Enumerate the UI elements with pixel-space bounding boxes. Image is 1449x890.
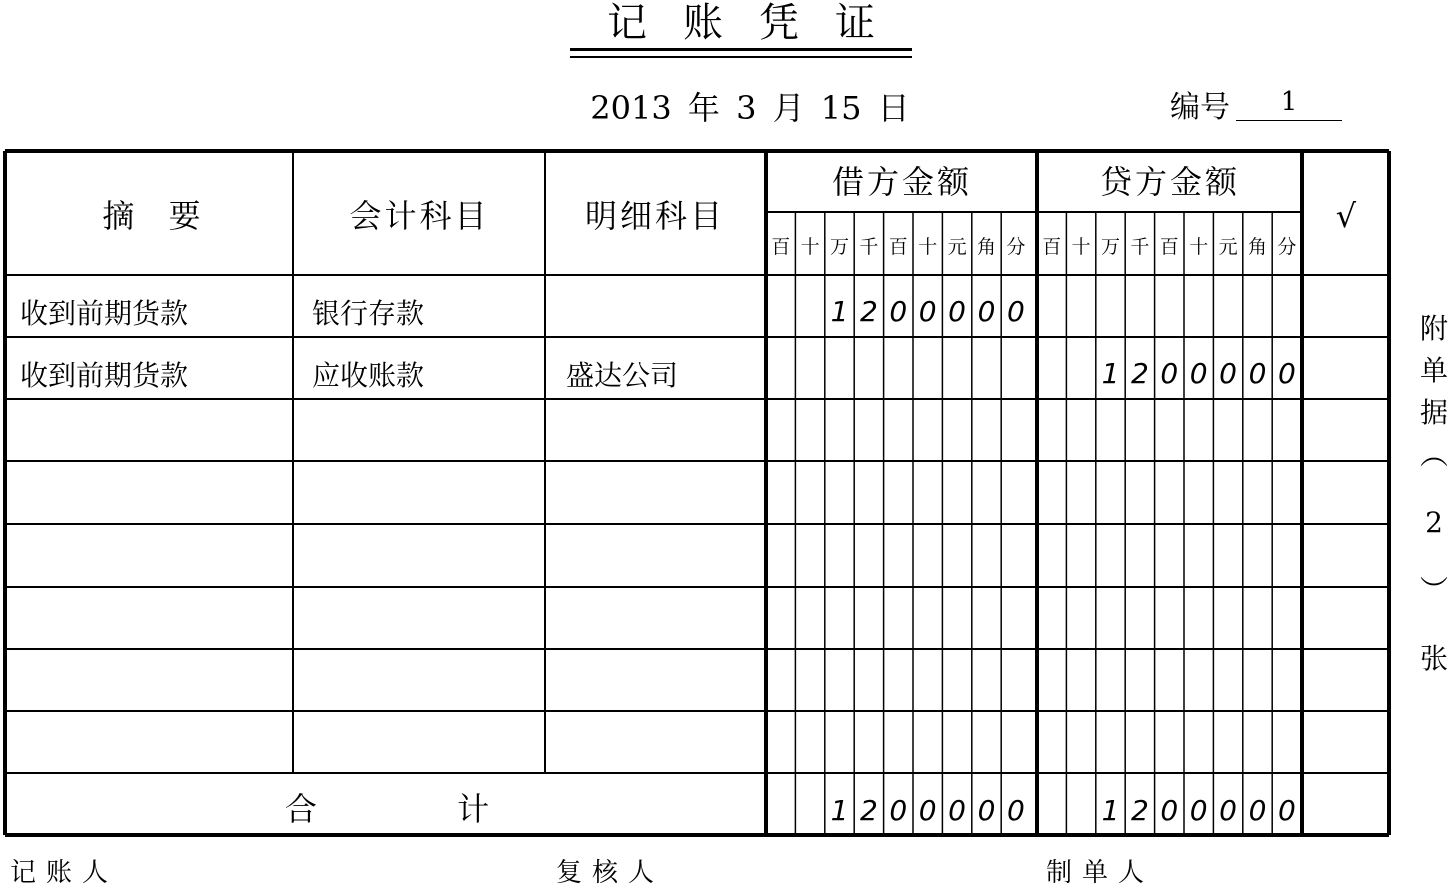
credit-unit-header: 角 <box>1247 236 1267 258</box>
debit-digit: 0 <box>918 295 937 328</box>
row-detail: 盛达公司 <box>566 359 679 392</box>
total-credit-digit: 0 <box>1219 794 1237 827</box>
total-debit-digit: 2 <box>859 794 878 827</box>
credit-digit: 2 <box>1130 357 1149 390</box>
debit-unit-header: 角 <box>976 236 996 258</box>
debit-digit: 1 <box>830 295 849 328</box>
header-debit: 借方金额 <box>831 163 972 201</box>
signature-reviewer: 复核人 <box>556 858 665 888</box>
voucher-title: 记账凭证 <box>607 0 911 46</box>
credit-unit-header: 元 <box>1218 236 1238 258</box>
total-credit-digit: 2 <box>1130 794 1149 827</box>
header-summary: 摘 要 <box>102 197 201 235</box>
debit-unit-header: 十 <box>918 236 938 258</box>
signature-preparer: 制单人 <box>1046 858 1155 888</box>
header-detail: 明细科目 <box>584 197 725 235</box>
debit-unit-header: 百 <box>771 236 791 258</box>
attachment-char: ︶ <box>1419 574 1448 607</box>
voucher-date: 2013 年 3 月 15 日 <box>590 89 910 127</box>
credit-digit: 0 <box>1189 357 1208 390</box>
total-debit-digit: 0 <box>948 794 966 827</box>
debit-unit-header: 十 <box>800 236 820 258</box>
credit-unit-header: 十 <box>1189 236 1209 258</box>
row-account: 应收账款 <box>312 359 425 392</box>
total-credit-digit: 1 <box>1101 794 1120 827</box>
credit-unit-header: 十 <box>1071 236 1091 258</box>
attachment-count-vertical <box>1418 312 1449 684</box>
voucher-number-value: 1 <box>1236 84 1342 121</box>
credit-digit: 0 <box>1160 357 1179 390</box>
attachment-char: 2 <box>1425 506 1443 539</box>
attachment-char: 附 <box>1419 312 1448 345</box>
signature-bookkeeper: 记账人 <box>10 858 119 888</box>
total-debit-digit: 0 <box>977 794 996 827</box>
debit-unit-header: 分 <box>1006 236 1026 258</box>
debit-digit: 0 <box>948 295 966 328</box>
credit-unit-header: 万 <box>1100 236 1120 258</box>
attachment-char: 张 <box>1419 642 1448 675</box>
credit-unit-header: 百 <box>1159 236 1179 258</box>
debit-digit: 0 <box>977 295 996 328</box>
credit-digit: 0 <box>1277 357 1296 390</box>
total-credit-digit: 0 <box>1160 794 1179 827</box>
attachment-char: 单 <box>1419 354 1448 387</box>
credit-digit: 0 <box>1219 357 1237 390</box>
row-account: 银行存款 <box>312 297 425 330</box>
header-credit: 贷方金额 <box>1099 163 1240 201</box>
total-debit-digit: 0 <box>1006 794 1025 827</box>
debit-digit: 0 <box>889 295 908 328</box>
credit-unit-header: 分 <box>1277 236 1297 258</box>
credit-digit: 0 <box>1248 357 1267 390</box>
debit-digit: 0 <box>1006 295 1025 328</box>
total-credit-digit: 0 <box>1277 794 1296 827</box>
credit-unit-header: 千 <box>1130 236 1150 258</box>
attachment-char: ︵ <box>1419 438 1448 471</box>
debit-unit-header: 百 <box>888 236 908 258</box>
total-debit-digit: 0 <box>889 794 908 827</box>
total-credit-digit: 0 <box>1189 794 1208 827</box>
header-account: 会计科目 <box>349 197 490 235</box>
total-debit-digit: 0 <box>918 794 937 827</box>
debit-unit-header: 元 <box>947 236 967 258</box>
credit-digit: 1 <box>1101 357 1120 390</box>
total-debit-digit: 1 <box>830 794 849 827</box>
voucher-number-label: 编号 <box>1170 90 1230 125</box>
total-label: 合 计 <box>284 790 490 828</box>
credit-unit-header: 百 <box>1042 236 1062 258</box>
attachment-char: 据 <box>1419 396 1448 429</box>
debit-unit-header: 千 <box>859 236 879 258</box>
debit-unit-header: 万 <box>829 236 849 258</box>
header-check: √ <box>1335 197 1357 235</box>
debit-digit: 2 <box>859 295 878 328</box>
row-summary: 收到前期货款 <box>20 297 189 330</box>
row-summary: 收到前期货款 <box>20 359 189 392</box>
total-credit-digit: 0 <box>1248 794 1267 827</box>
